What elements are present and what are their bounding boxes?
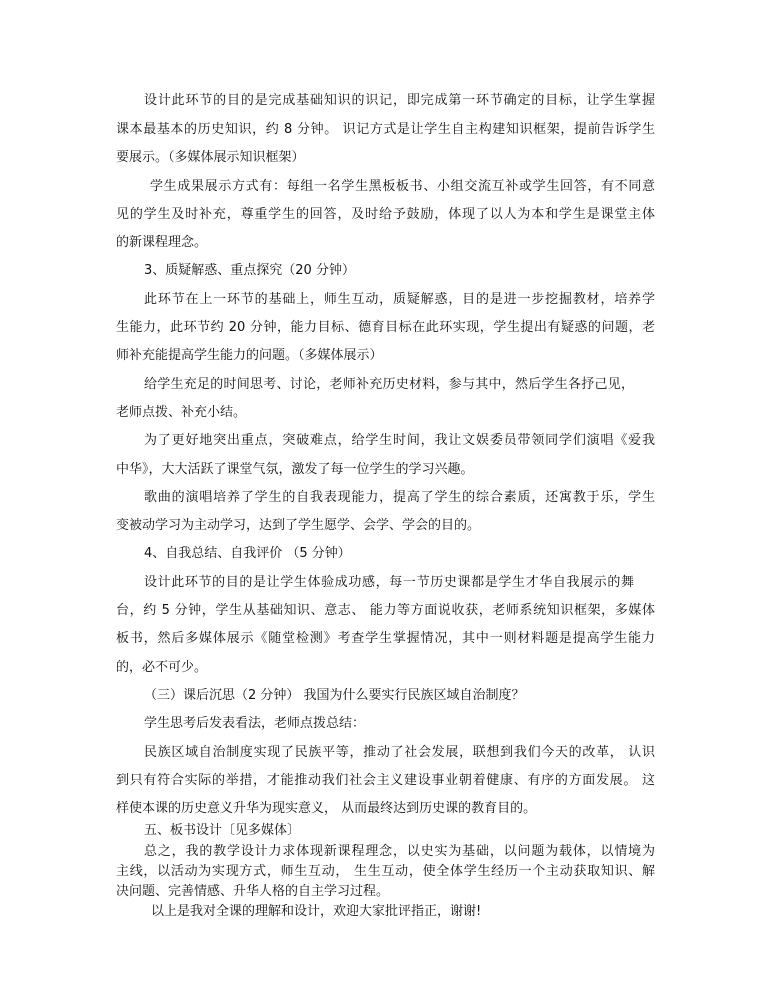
paragraph-line: 主线，以活动为实现方式，师生互动， 生生互动，使全体学生经历一个主动获取知识、解	[116, 864, 655, 879]
paragraph-line: 样使本课的历史意义升华为现实意义， 从而最终达到历史课的教育目的。	[116, 801, 537, 816]
paragraph-line: 生能力，此环节约 20 分钟，能力目标、德育目标在此环实现，学生提出有疑惑的问题，老	[116, 320, 655, 335]
paragraph-line: 要展示。（多媒体展示知识框架）	[116, 150, 305, 165]
section-heading: （三）课后沉思（2 分钟） 我国为什么要实行民族区域自治制度？	[144, 688, 525, 703]
paragraph-line: 设计此环节的目的是让学生体验成功感，每一节历史课都是学生才华自我展示的舞	[144, 575, 634, 590]
paragraph-line: 总之，我的教学设计力求体现新课程理念，以史实为基础，以问题为载体，以情境为	[144, 844, 655, 859]
paragraph-line: 为了更好地突出重点，突破难点，给学生时间，我让文娱委员带领同学们演唱《爱我	[144, 433, 655, 448]
paragraph-line: 板书，然后多媒体展示《随堂检测》考查学生掌握情况，其中一则材料题是提高学生能力	[116, 631, 655, 646]
paragraph-line: 变被动学习为主动学习，达到了学生愿学、会学、学会的目的。	[116, 518, 481, 533]
paragraph-line: 老师点拨、补充小结。	[116, 405, 247, 420]
paragraph-line: 见的学生及时补充，尊重学生的回答，及时给予鼓励，体现了以人为本和学生是课堂主体	[116, 207, 655, 222]
section-heading: 4、自我总结、自我评价 （5 分钟）	[144, 546, 351, 561]
paragraph-line: 学生成果展示方式有：每组一名学生黑板板书、小组交流互补或学生回答，有不同意	[150, 179, 655, 194]
paragraph-line: 课本最基本的历史知识，约 8 分钟。 识记方式是让学生自主构建知识框架，提前告诉学生	[116, 122, 655, 137]
paragraph-line: 此环节在上一环节的基础上，师生互动，质疑解惑，目的是进一步挖掘教材，培养学	[144, 292, 655, 307]
section-heading: 3、质疑解惑、重点探究（20 分钟）	[144, 263, 355, 278]
section-heading: 五、板书设计〔见多媒体〕	[144, 823, 301, 838]
closing-line: 以上是我对全课的理解和设计，欢迎大家批评指正，谢谢!	[151, 904, 482, 919]
paragraph-line: 的新课程理念。	[116, 235, 208, 250]
paragraph-line: 师补充能提高学生能力的问题。（多媒体展示）	[116, 348, 383, 363]
paragraph-line: 民族区域自治制度实现了民族平等，推动了社会发展，联想到我们今天的改革， 认识	[144, 745, 655, 760]
paragraph-line: 设计此环节的目的是完成基础知识的识记，即完成第一环节确定的目标，让学生掌握	[144, 93, 655, 108]
paragraph-line: 学生思考后发表看法，老师点拨总结：	[144, 716, 366, 731]
paragraph-line: 中华》，大大活跃了课堂气氛，激发了每一位学生的学习兴趣。	[116, 462, 474, 477]
paragraph-line: 决问题、完善情感、升华人格的自主学习过程。	[116, 884, 390, 899]
paragraph-line: 到只有符合实际的举措，才能推动我们社会主义建设事业朝着健康、有序的方面发展。 这	[116, 773, 655, 788]
paragraph-line: 台，约 5 分钟，学生从基础知识、意志、 能力等方面说收获，老师系统知识框架，多媒体	[116, 603, 655, 618]
paragraph-line: 歌曲的演唱培养了学生的自我表现能力，提高了学生的综合素质，还寓教于乐，学生	[144, 490, 655, 505]
paragraph-line: 给学生充足的时间思考、讨论，老师补充历史材料，参与其中，然后学生各抒己见，	[144, 377, 634, 392]
paragraph-line: 的，必不可少。	[116, 660, 208, 675]
